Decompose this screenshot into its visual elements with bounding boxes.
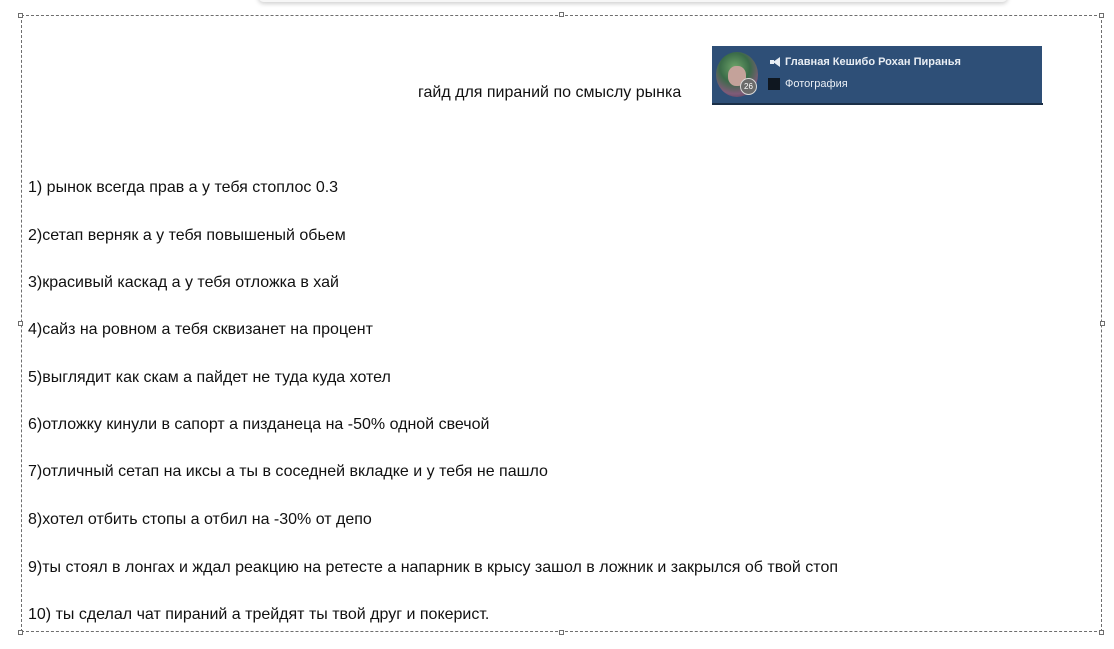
list-item: 5)выглядит как скам а пайдет не туда куда хотел bbox=[28, 369, 391, 386]
resize-handle-top[interactable] bbox=[559, 12, 564, 17]
list-item: 8)хотел отбить стопы а отбил на -30% от депо bbox=[28, 511, 372, 528]
resize-handle-right[interactable] bbox=[1100, 321, 1105, 326]
list-item: 3)красивый каскад а у тебя отложка в хай bbox=[28, 274, 339, 291]
list-item: 9)ты стоял в лонгах и ждал реакцию на ретесте а напарник в крысу зашол в ложник и закрылся об твой стоп bbox=[28, 559, 838, 576]
list-item: 2)сетап верняк а у тебя повышеный обьем bbox=[28, 227, 346, 244]
list-item: 6)отложку кинули в сапорт а пизданеца на -50% одной свечой bbox=[28, 416, 490, 433]
list-item: 10) ты сделал чат пираний а трейдят ты твой друг и покерист. bbox=[28, 606, 490, 623]
photo-icon bbox=[768, 78, 780, 90]
profile-section-text: Фотография bbox=[785, 78, 848, 90]
profile-breadcrumb bbox=[770, 56, 961, 68]
megaphone-icon bbox=[770, 57, 781, 67]
profile-breadcrumb-text: Главная Кешибо Рохан Пиранья bbox=[785, 56, 961, 68]
avatar-badge: 26 bbox=[740, 78, 757, 95]
list-item: 7)отличный сетап на иксы а ты в соседней вкладке и у тебя не пашло bbox=[28, 463, 548, 480]
document-title: гайд для пираний по смыслу рынка bbox=[418, 84, 682, 101]
list-item: 4)сайз на ровном а тебя сквизанет на процент bbox=[28, 321, 373, 338]
resize-handle-bottom-left[interactable] bbox=[18, 630, 23, 635]
resize-handle-left[interactable] bbox=[18, 321, 23, 326]
resize-handle-top-left[interactable] bbox=[18, 13, 23, 18]
list-item: 1) рынок всегда прав а у тебя стоплос 0.3 bbox=[28, 179, 339, 196]
profile-card bbox=[712, 46, 1042, 104]
profile-card-underline bbox=[712, 103, 1043, 105]
resize-handle-bottom[interactable] bbox=[559, 630, 564, 635]
resize-handle-bottom-right[interactable] bbox=[1099, 630, 1104, 635]
toolbar-edge bbox=[258, 0, 1008, 2]
profile-section bbox=[768, 78, 848, 90]
resize-handle-top-right[interactable] bbox=[1099, 13, 1104, 18]
